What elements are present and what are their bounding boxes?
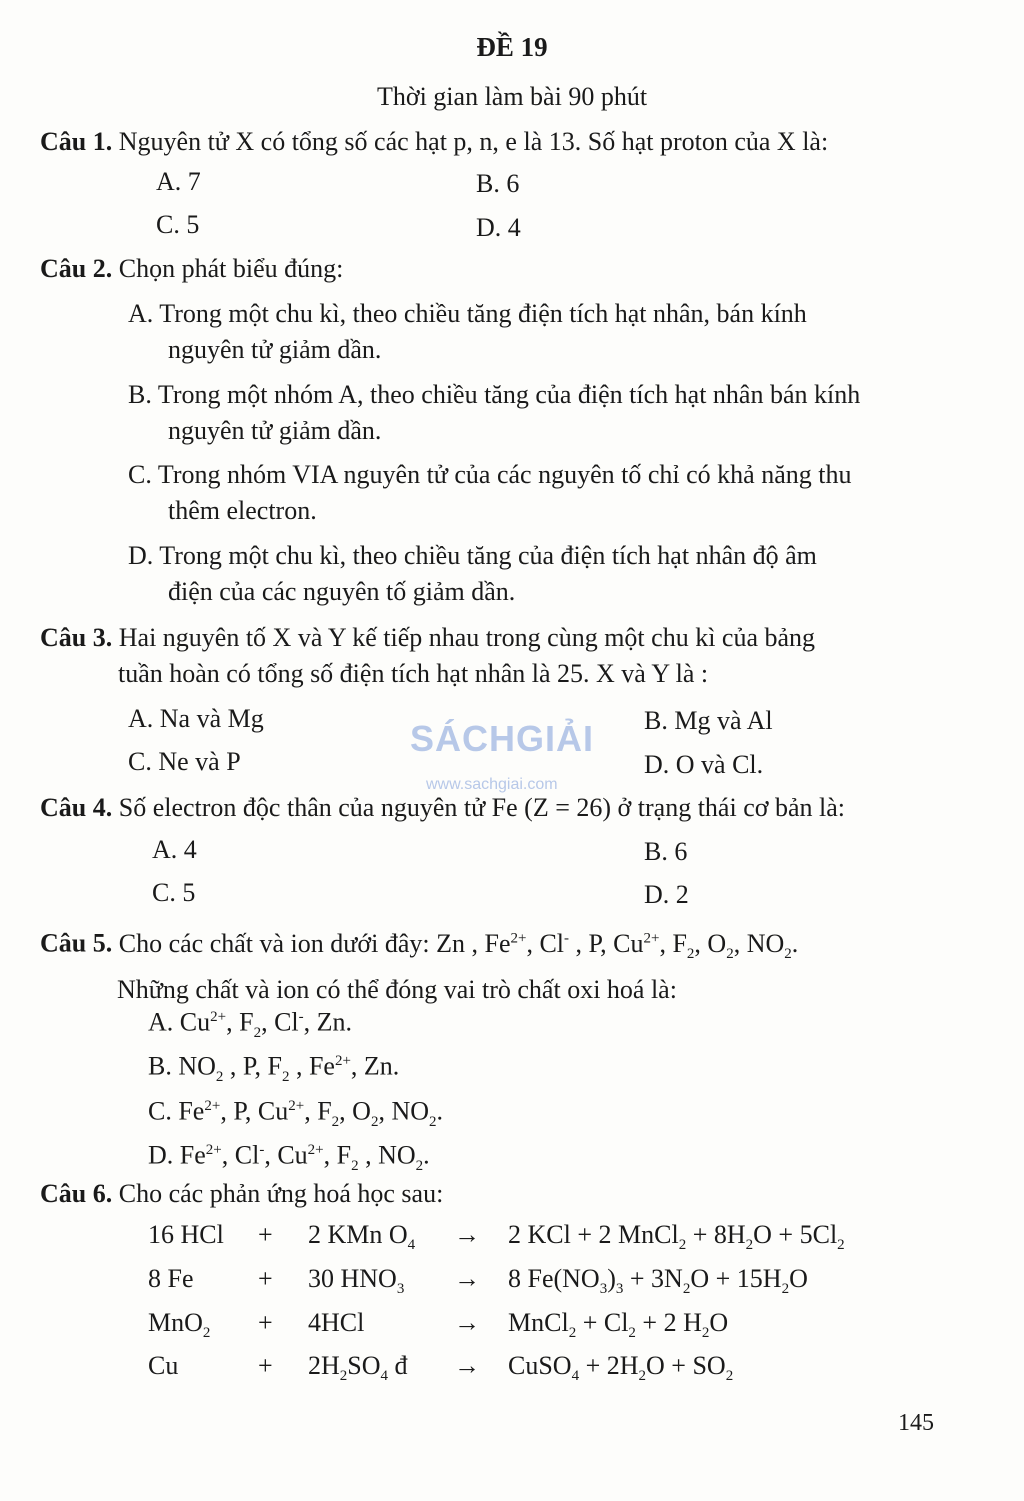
option-line-cont: nguyên tử giảm dần. xyxy=(168,335,382,364)
question-number: Câu 4. xyxy=(40,793,113,822)
reactant-1: Cu xyxy=(148,1351,179,1380)
question-2 xyxy=(40,251,945,287)
reactant-1: 8 Fe xyxy=(148,1264,194,1293)
reactant-1: 16 HCl xyxy=(148,1220,224,1249)
q5-option-d: D. $Fe^{2+}$, Cl-, $Cu^{2+}$, $F_2$ , $NO_2$. xyxy=(148,1140,430,1174)
question-text-cont: tuần hoàn có tổng số điện tích hạt nhân là 25. X và Y là : xyxy=(118,659,709,688)
reactant-2: 2 KMn $O_4$ xyxy=(308,1220,416,1254)
question-number: Câu 2. xyxy=(40,254,113,283)
q5-option-b: B. $NO_2$ , P, $F_2$ , $Fe^{2+}$, Zn. xyxy=(148,1051,400,1085)
reaction-arrow: → xyxy=(454,1351,480,1380)
watermark-logo xyxy=(410,700,620,800)
question-3 xyxy=(40,620,945,692)
option-line: C. Trong nhóm VIA nguyên tử của các nguyên tố chỉ có khả năng thu xyxy=(128,460,852,489)
option-line: A. Trong một chu kì, theo chiều tăng điện tích hạt nhân, bán kính xyxy=(128,299,807,328)
q2-option-b xyxy=(128,377,943,449)
reactant-2: 30 $HNO_3$ xyxy=(308,1264,405,1298)
question-5 xyxy=(40,920,945,1008)
question-text-cont: Những chất và ion có thể đóng vai trò chất oxi hoá là: xyxy=(117,974,677,1004)
plus-sign: + xyxy=(258,1220,273,1249)
question-number: Câu 1. xyxy=(40,127,113,156)
question-6 xyxy=(40,1176,945,1212)
q4-option-d: D. 2 xyxy=(644,880,689,909)
reaction-arrow: → xyxy=(454,1264,480,1293)
exam-title: ĐỀ 19 xyxy=(476,32,548,62)
q4-option-a: A. 4 xyxy=(152,835,197,864)
question-text: Hai nguyên tố X và Y kế tiếp nhau trong cùng một chu kì của bảng xyxy=(118,623,816,652)
option-line: B. Trong một nhóm A, theo chiều tăng của điện tích hạt nhân bán kính xyxy=(128,380,861,409)
q1-option-b: B. 6 xyxy=(476,169,520,198)
reaction-arrow: → xyxy=(454,1220,480,1249)
exam-duration: Thời gian làm bài 90 phút xyxy=(376,82,648,111)
plus-sign: + xyxy=(258,1351,273,1380)
option-line-cont: thêm electron. xyxy=(168,496,317,525)
reaction-arrow: → xyxy=(454,1308,480,1337)
question-4 xyxy=(40,790,945,826)
products: 2 KCl + 2 MnCl$_2$ + $8H_2O + 5Cl_2$ xyxy=(508,1220,845,1254)
products: MnCl$_2$ + $Cl_2 + 2$ $H_2O$ xyxy=(508,1308,729,1342)
question-number: Câu 3. xyxy=(40,623,113,652)
products: 8 $Fe(NO_3)_3 + 3N_2O + 15H_2O$ xyxy=(508,1264,808,1298)
q1-option-d: D. 4 xyxy=(476,213,521,242)
question-1 xyxy=(40,124,945,160)
q3-option-b: B. Mg và Al xyxy=(644,706,773,735)
q3-option-d: D. O và Cl. xyxy=(644,750,764,779)
question-text: Số electron độc thân của nguyên tử Fe (Z = 26) ở trạng thái cơ bản là: xyxy=(118,793,846,822)
question-number: Câu 6. xyxy=(40,1179,113,1208)
q2-option-d xyxy=(128,538,943,610)
reactant-2: 4HCl xyxy=(308,1308,365,1337)
plus-sign: + xyxy=(258,1308,273,1337)
products: CuSO$_4$ + $2H_2O + SO_2$ xyxy=(508,1351,734,1385)
q2-option-a xyxy=(128,296,943,368)
q1-option-a: A. 7 xyxy=(156,167,201,196)
reactant-2: $2H_2SO_4$ đ xyxy=(308,1351,408,1385)
question-text: Cho các phản ứng hoá học sau: xyxy=(118,1179,444,1208)
q3-option-a: A. Na và Mg xyxy=(128,704,264,733)
q1-option-c: C. 5 xyxy=(156,210,200,239)
option-line-cont: nguyên tử giảm dần. xyxy=(168,416,382,445)
q4-option-c: C. 5 xyxy=(152,878,196,907)
reactant-1: MnO$_2$ xyxy=(148,1308,211,1342)
q5-option-c: C. $Fe^{2+}$, P, $Cu^{2+}$, $F_2$, $O_2$, $NO_2$. xyxy=(148,1096,444,1130)
plus-sign: + xyxy=(258,1264,273,1293)
q2-option-c xyxy=(128,457,943,529)
q3-option-c: C. Ne và P xyxy=(128,747,241,776)
q4-option-b: B. 6 xyxy=(644,837,688,866)
q5-option-a: A. $Cu^{2+}$, $F_2$, Cl-, Zn. xyxy=(148,1007,353,1041)
question-text: Cho các chất và ion dưới đây: Zn , $Fe^{2+}$, Cl- , P, $Cu^{2+}$, $F_2$, $O_2$, $NO_2$. xyxy=(118,928,799,962)
page-number: 145 xyxy=(898,1410,934,1436)
question-text: Nguyên tử X có tổng số các hạt p, n, e là 13. Số hạt proton của X là: xyxy=(118,127,829,156)
question-number: Câu 5. xyxy=(40,928,113,958)
option-line: D. Trong một chu kì, theo chiều tăng của điện tích hạt nhân độ âm xyxy=(128,541,817,570)
option-line-cont: điện của các nguyên tố giảm dần. xyxy=(168,577,516,606)
watermark-brand: SÁCHGIẢI xyxy=(410,718,595,759)
question-text: Chọn phát biểu đúng: xyxy=(118,254,344,283)
watermark-url: www.sachgiai.com xyxy=(426,776,558,793)
